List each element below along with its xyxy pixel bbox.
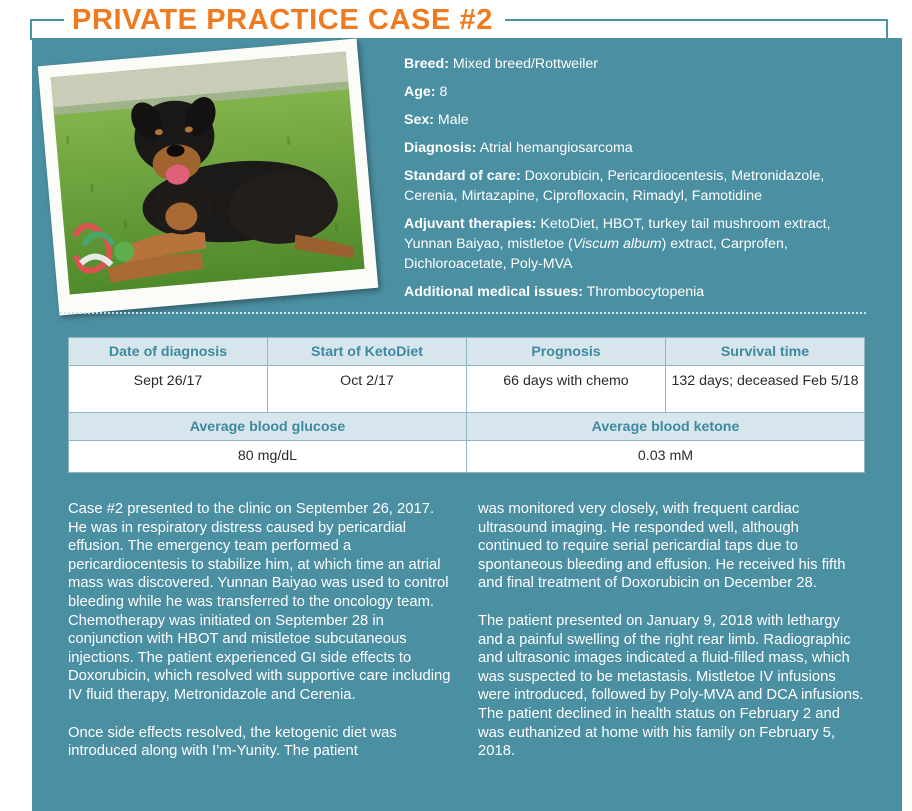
case-stats-table	[68, 337, 865, 473]
dotted-divider	[60, 312, 866, 314]
cell-average-blood-glucose: 80 mg/dL	[69, 441, 467, 473]
frame-right-edge	[886, 20, 888, 40]
table-row	[69, 366, 865, 413]
info-sex: Sex: Male	[404, 112, 469, 128]
table-header-row	[69, 338, 865, 366]
header-date-of-diagnosis: Date of diagnosis	[69, 338, 268, 366]
info-additional-issues: Additional medical issues: Thrombocytopenia	[404, 284, 705, 300]
body-column-right	[478, 500, 866, 780]
case-info	[404, 54, 874, 310]
dog-photo	[51, 52, 365, 295]
info-diagnosis: Diagnosis: Atrial hemangiosarcoma	[404, 140, 633, 156]
frame-left-edge	[30, 20, 32, 40]
info-standard-of-care: Standard of care: Doxorubicin, Pericardiocentesis, Metronidazole, Cerenia, Mirtazapine, Ciprofloxacin, Rimadyl, Famotidine	[404, 168, 825, 204]
body-paragraph: Once side effects resolved, the ketogenic diet was introduced along with I’m-Yunity. The patient	[68, 724, 397, 760]
body-paragraph: was monitored very closely, with frequent cardiac ultrasound imaging. He responded well, although continued to require serial pericardial taps due to spontaneous bleeding and effusion. He received his fifth and final treatment of Doxorubicin on December 28.	[478, 501, 846, 592]
title-bar	[30, 0, 888, 40]
body-column-left	[68, 500, 454, 780]
header-survival-time: Survival time	[666, 338, 865, 366]
dog-photo-card	[38, 39, 379, 316]
header-average-blood-glucose: Average blood glucose	[69, 413, 467, 441]
info-age: Age: 8	[404, 84, 448, 100]
cell-survival-time: 132 days; deceased Feb 5/18	[666, 366, 865, 413]
cell-average-blood-ketone: 0.03 mM	[467, 441, 865, 473]
header-average-blood-ketone: Average blood ketone	[467, 413, 865, 441]
cell-start-of-ketodiet: Oct 2/17	[268, 366, 467, 413]
table-header-row-2	[69, 413, 865, 441]
header-start-of-ketodiet: Start of KetoDiet	[268, 338, 467, 366]
body-paragraph: Case #2 presented to the clinic on September 26, 2017. He was in respiratory distress caused by pericardial effusion. The emergency team performed a pericardiocentesis to stabilize him, at which time an atrial mass was discovered. Yunnan Baiyao was used to control bleeding while he was transferred to the oncology team. Chemotherapy was initiated on September 28 in conjunction with HBOT and mistletoe subcutaneous injections. The patient experienced GI side effects to Doxorubicin, which resolved with supportive care including IV fluid therapy, Metronidazole and Cerenia.	[68, 501, 451, 703]
header-prognosis: Prognosis	[467, 338, 666, 366]
info-breed: Breed: Mixed breed/Rottweiler	[404, 56, 598, 72]
cell-prognosis: 66 days with chemo	[467, 366, 666, 413]
info-adjuvant-therapies: Adjuvant therapies: KetoDiet, HBOT, turkey tail mushroom extract, Yunnan Baiyao, mistletoe (Viscum album) extract, Carprofen, Dichloroacetate, Poly-MVA	[404, 216, 831, 272]
cell-date-of-diagnosis: Sept 26/17	[69, 366, 268, 413]
table-row	[69, 441, 865, 473]
page-title: PRIVATE PRACTICE CASE #2	[64, 1, 505, 39]
dog-photo-image	[51, 52, 365, 295]
body-paragraph: The patient presented on January 9, 2018 with lethargy and a painful swelling of the right rear limb. Radiographic and ultrasonic images indicated a fluid-filled mass, which was suspected to be metastasis. Mistletoe IV infusions were introduced, followed by Poly-MVA and DCA infusions. The patient declined in health status on February 2 and was euthanized at home with his family on February 5, 2018.	[478, 612, 864, 760]
